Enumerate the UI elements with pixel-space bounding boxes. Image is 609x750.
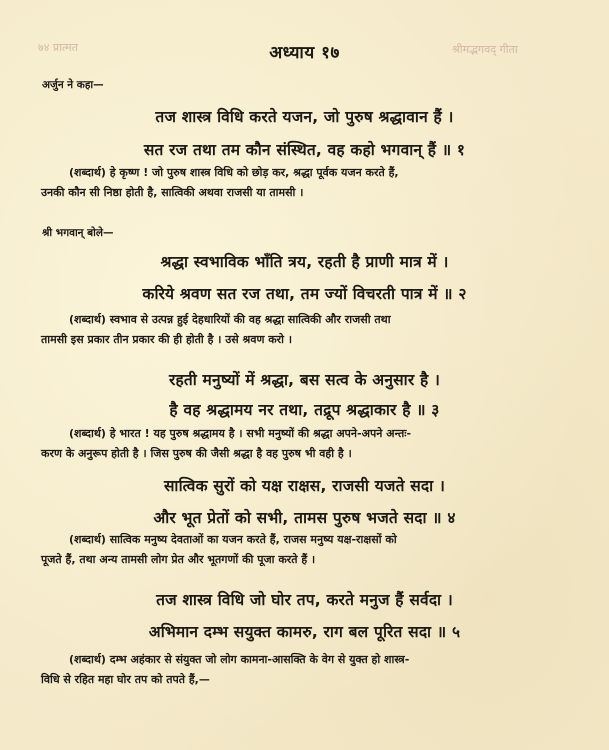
verse-line: सात्विक सुरों को यक्ष राक्षस, राजसी यजते सदा । bbox=[163, 477, 446, 495]
commentary-block bbox=[41, 650, 569, 690]
speaker-bhagavan: श्री भगवान् बोले— bbox=[42, 227, 114, 239]
commentary-line: विधि से रहित महा घोर तप को तपते हैं,— bbox=[41, 673, 210, 686]
chapter-heading: अध्याय १७ bbox=[269, 43, 340, 63]
verse-line: तज शास्त्र विधि करते यजन, जो पुरुष श्रद्धावान हैं । bbox=[155, 108, 454, 126]
commentary-line: करण के अनुरूप होती है । जिस पुरुष की जैसी श्रद्धा है वह पुरुष भी वही है । bbox=[41, 447, 352, 460]
commentary-line: उनकी कौन सी निष्ठा होती है, सात्विकी अथवा राजसी या तामसी । bbox=[41, 186, 304, 199]
commentary-line: तामसी इस प्रकार तीन प्रकार की ही होती है । उसे श्रवण करो । bbox=[41, 333, 293, 346]
verse-line: सत रज तथा तम कौन संस्थित, वह कहो भगवान् हैं ॥ १ bbox=[143, 141, 466, 159]
commentary-line: (शब्दार्थ) हे कृष्ण ! जो पुरुष शास्त्र विधि को छोड़ कर, श्रद्धा पूर्वक यजन करते हैं, bbox=[69, 166, 399, 179]
commentary-line: पूजते हैं, तथा अन्य तामसी लोग प्रेत और भूतगणों की पूजा करते हैं । bbox=[41, 553, 316, 566]
verse-line: है वह श्रद्धामय नर तथा, तद्रूप श्रद्धाकार है ॥ ३ bbox=[169, 401, 440, 419]
commentary-block bbox=[41, 424, 569, 464]
verse-line: श्रद्धा स्वभाविक भाँति त्रय, रहती है प्राणी मात्र में । bbox=[160, 253, 449, 271]
verse-line: तज शास्त्र विधि जो घोर तप, करते मनुज हैं सर्वदा । bbox=[156, 591, 453, 609]
bleed-through-text-right: श्रीमद्भगवद् गीता bbox=[452, 43, 518, 56]
commentary-block bbox=[41, 310, 569, 350]
verse-line: अभिमान दम्भ सयुक्त कामरु, राग बल पूरित सदा ॥ ५ bbox=[148, 623, 461, 641]
commentary-block bbox=[41, 530, 569, 570]
verse-line: करिये श्रवण सत रज तथा, तम ज्यों विचरती पात्र में ॥ २ bbox=[142, 285, 467, 303]
speaker-arjuna: अर्जुन ने कहा— bbox=[42, 79, 104, 91]
bleed-through-text-left: ७४ प्रात्मत bbox=[38, 41, 78, 54]
verse-line: रहती मनुष्यों में श्रद्धा, बस सत्व के अनुसार है । bbox=[168, 371, 441, 389]
commentary-line: (शब्दार्थ) सात्विक मनुष्य देवताओं का यजन करते हैं, राजस मनुष्य यक्ष-राक्षसों को bbox=[69, 533, 397, 546]
commentary-block bbox=[41, 163, 569, 203]
verse-line: और भूत प्रेतों को सभी, तामस पुरुष भजते सदा ॥ ४ bbox=[153, 509, 456, 527]
commentary-line: (शब्दार्थ) दम्भ अहंकार से संयुक्त जो लोग कामना-आसक्ति के वेग से युक्त हो शास्त्र- bbox=[69, 653, 410, 666]
commentary-line: (शब्दार्थ) हे भारत ! यह पुरुष श्रद्धामय है । सभी मनुष्यों की श्रद्धा अपने-अपने अन्तः- bbox=[69, 427, 412, 440]
commentary-line: (शब्दार्थ) स्वभाव से उत्पन्न हुई देहधारियों की वह श्रद्धा सात्विकी और राजसी तथा bbox=[69, 313, 391, 326]
